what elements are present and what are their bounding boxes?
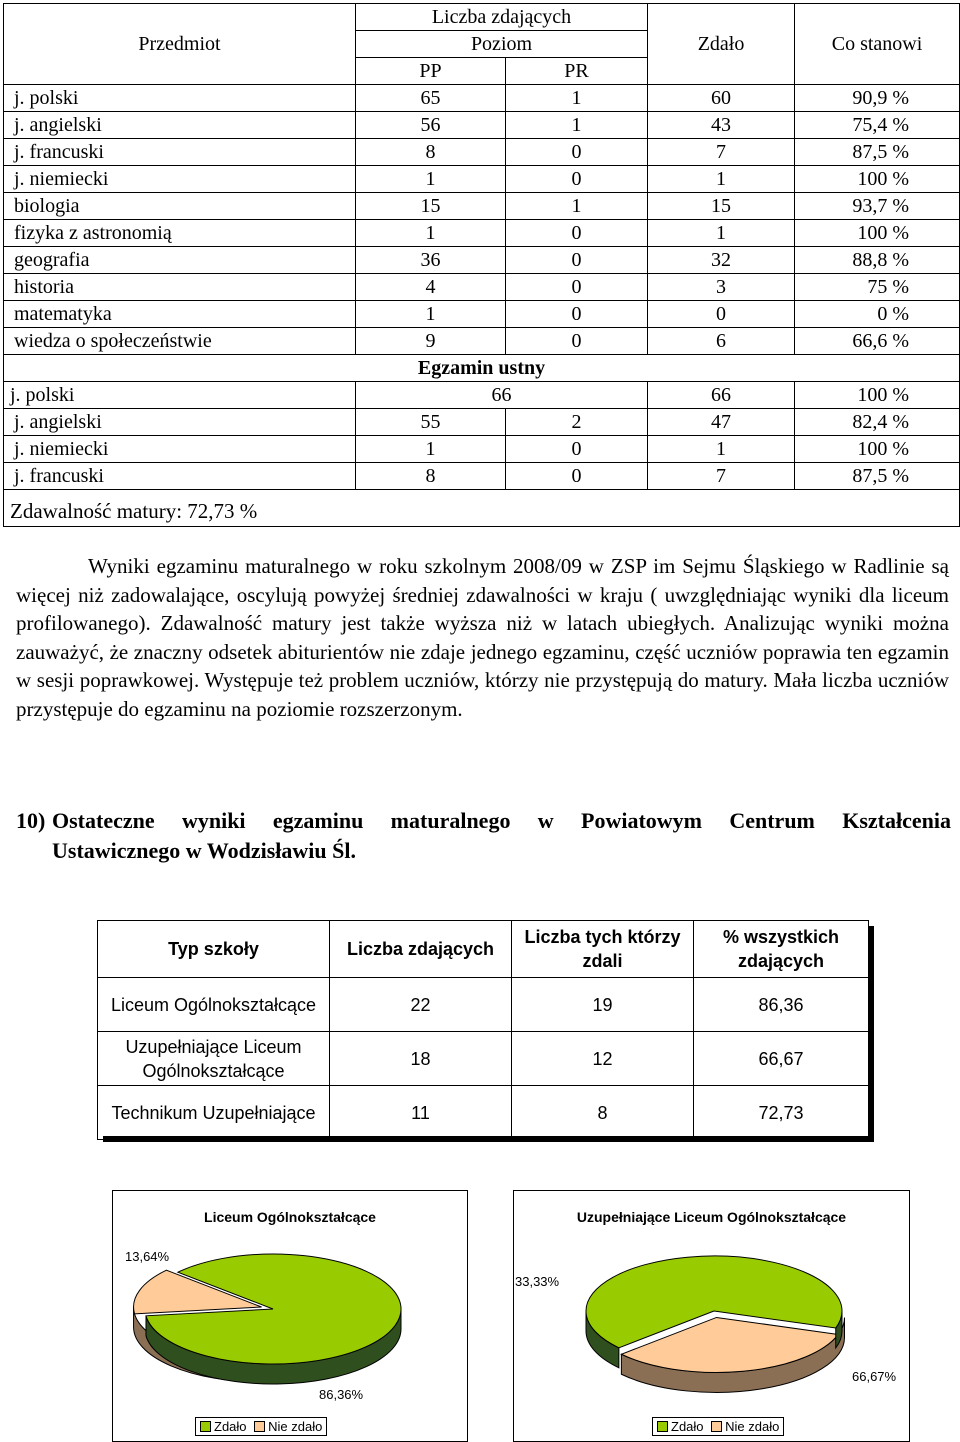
legend-swatch-pass bbox=[657, 1421, 668, 1432]
percent-cell: 75,4 % bbox=[795, 112, 960, 139]
table-row bbox=[98, 1032, 869, 1086]
pr-cell: 0 bbox=[506, 166, 648, 193]
table-row bbox=[4, 139, 960, 166]
oral-first-subject: j. polski bbox=[4, 382, 356, 409]
oral-first-count: 66 bbox=[356, 382, 648, 409]
table-row bbox=[4, 301, 960, 328]
column-header: Typ szkoły bbox=[98, 921, 330, 978]
value-cell: 22 bbox=[330, 978, 512, 1032]
subject-cell: matematyka bbox=[4, 301, 356, 328]
subject-cell: j. francuski bbox=[4, 463, 356, 490]
value-cell: 72,73 bbox=[694, 1086, 869, 1140]
passed-cell: 43 bbox=[648, 112, 795, 139]
passed-cell: 32 bbox=[648, 247, 795, 274]
header-pp: PP bbox=[356, 58, 506, 85]
table-row bbox=[4, 220, 960, 247]
pr-cell: 0 bbox=[506, 328, 648, 355]
percent-cell: 87,5 % bbox=[795, 139, 960, 166]
school-results-table bbox=[97, 920, 869, 1140]
passed-cell: 3 bbox=[648, 274, 795, 301]
pr-cell: 0 bbox=[506, 220, 648, 247]
section-title-line2: Ustawicznego w Wodzisławiu Śl. bbox=[52, 838, 356, 863]
results-paragraph: Wyniki egzaminu maturalnego w roku szkolnym 2008/09 w ZSP im Sejmu Śląskiego w Radlinie są więcej niż zadowalające, oscylują powyżej średniej zdawalności w kraju ( uwzględniając wyniki dla liceum profilowanego). Zdawalność matury jest także wyższa niż w latach ubiegłych. Analizując wyniki można zauważyć, że znaczny odsetek abiturientów nie zdaje jednego egzaminu, część uczniów poprawia ten egzamin w sesji poprawkowej. Występuje też problem uczniów, którzy nie przystępują do matury. Mała liczba uczniów przystępuje do egzaminu na poziomie rozszerzonym. bbox=[16, 554, 949, 721]
pie-label-fail: 33,33% bbox=[515, 1274, 560, 1289]
table-row bbox=[98, 978, 869, 1032]
subject-cell: historia bbox=[4, 274, 356, 301]
percent-cell: 90,9 % bbox=[795, 85, 960, 112]
percent-cell: 66,6 % bbox=[795, 328, 960, 355]
passed-cell: 1 bbox=[648, 436, 795, 463]
subject-cell: geografia bbox=[4, 247, 356, 274]
column-header: Liczba zdających bbox=[330, 921, 512, 978]
percent-cell: 75 % bbox=[795, 274, 960, 301]
subject-cell: j. angielski bbox=[4, 112, 356, 139]
column-header: Liczba tych którzy zdali bbox=[512, 921, 694, 978]
oral-exam-heading: Egzamin ustny bbox=[4, 355, 960, 382]
subject-cell: biologia bbox=[4, 193, 356, 220]
pr-cell: 0 bbox=[506, 463, 648, 490]
column-header: % wszystkich zdających bbox=[694, 921, 869, 978]
passed-cell: 6 bbox=[648, 328, 795, 355]
pr-cell: 0 bbox=[506, 139, 648, 166]
pr-cell: 1 bbox=[506, 112, 648, 139]
exam-results-table bbox=[3, 3, 960, 527]
value-cell: 18 bbox=[330, 1032, 512, 1086]
section-number: 10) bbox=[16, 808, 46, 833]
pp-cell: 8 bbox=[356, 139, 506, 166]
subject-cell: j. niemiecki bbox=[4, 436, 356, 463]
passed-cell: 60 bbox=[648, 85, 795, 112]
percent-cell: 88,8 % bbox=[795, 247, 960, 274]
legend-fail: Nie zdało bbox=[725, 1419, 780, 1434]
pie-chart-ulo bbox=[514, 1191, 909, 1441]
legend-swatch-fail bbox=[254, 1421, 265, 1432]
passed-cell: 15 bbox=[648, 193, 795, 220]
passed-cell: 0 bbox=[648, 301, 795, 328]
legend-pass: Zdało bbox=[671, 1419, 704, 1434]
value-cell: 8 bbox=[512, 1086, 694, 1140]
table-row bbox=[4, 274, 960, 301]
chart-lo bbox=[112, 1190, 468, 1442]
legend-fail: Nie zdało bbox=[268, 1419, 323, 1434]
pp-cell: 36 bbox=[356, 247, 506, 274]
table-row bbox=[98, 1086, 869, 1140]
passed-cell: 7 bbox=[648, 139, 795, 166]
pp-cell: 8 bbox=[356, 463, 506, 490]
school-type-cell: Uzupełniające Liceum Ogólnokształcące bbox=[98, 1032, 330, 1086]
section-heading bbox=[16, 806, 951, 866]
chart-title: Uzupełniające Liceum Ogólnokształcące bbox=[576, 1209, 847, 1225]
legend-swatch-fail bbox=[711, 1421, 722, 1432]
pp-cell: 1 bbox=[356, 220, 506, 247]
chart-ulo bbox=[513, 1190, 910, 1442]
passed-cell: 1 bbox=[648, 166, 795, 193]
percent-cell: 0 % bbox=[795, 301, 960, 328]
pie-chart-lo bbox=[113, 1191, 467, 1441]
pr-cell: 1 bbox=[506, 85, 648, 112]
percent-cell: 100 % bbox=[795, 220, 960, 247]
pp-cell: 15 bbox=[356, 193, 506, 220]
legend-pass: Zdało bbox=[214, 1419, 247, 1434]
table-row bbox=[4, 166, 960, 193]
header-pr: PR bbox=[506, 58, 648, 85]
pr-cell: 0 bbox=[506, 274, 648, 301]
value-cell: 66,67 bbox=[694, 1032, 869, 1086]
value-cell: 12 bbox=[512, 1032, 694, 1086]
passed-cell: 7 bbox=[648, 463, 795, 490]
table-row bbox=[4, 463, 960, 490]
value-cell: 86,36 bbox=[694, 978, 869, 1032]
pr-cell: 1 bbox=[506, 193, 648, 220]
school-type-cell: Liceum Ogólnokształcące bbox=[98, 978, 330, 1032]
percent-cell: 93,7 % bbox=[795, 193, 960, 220]
percent-cell: 100 % bbox=[795, 166, 960, 193]
value-cell: 11 bbox=[330, 1086, 512, 1140]
table-row bbox=[4, 328, 960, 355]
pp-cell: 55 bbox=[356, 409, 506, 436]
header-level: Poziom bbox=[356, 31, 648, 58]
pp-cell: 9 bbox=[356, 328, 506, 355]
pp-cell: 1 bbox=[356, 301, 506, 328]
oral-first-percent: 100 % bbox=[795, 382, 960, 409]
section-title-line1: Ostateczne wyniki egzaminu maturalnego w Powiatowym Centrum Kształcenia bbox=[52, 808, 951, 833]
legend-swatch-pass bbox=[200, 1421, 211, 1432]
pp-cell: 65 bbox=[356, 85, 506, 112]
subject-cell: j. polski bbox=[4, 85, 356, 112]
pie-label-pass: 66,67% bbox=[852, 1369, 897, 1384]
pass-rate: Zdawalność matury: 72,73 % bbox=[4, 490, 960, 527]
percent-cell: 87,5 % bbox=[795, 463, 960, 490]
pr-cell: 2 bbox=[506, 409, 648, 436]
pr-cell: 0 bbox=[506, 301, 648, 328]
chart-title: Liceum Ogólnokształcące bbox=[204, 1209, 376, 1225]
chart-legend bbox=[195, 1417, 327, 1436]
oral-first-passed: 66 bbox=[648, 382, 795, 409]
pp-cell: 1 bbox=[356, 166, 506, 193]
header-percent: Co stanowi bbox=[795, 4, 960, 85]
table-row bbox=[4, 436, 960, 463]
school-type-cell: Technikum Uzupełniające bbox=[98, 1086, 330, 1140]
percent-cell: 100 % bbox=[795, 436, 960, 463]
pie-slice-pass bbox=[146, 1254, 401, 1384]
table-row bbox=[4, 409, 960, 436]
table-row bbox=[4, 193, 960, 220]
passed-cell: 1 bbox=[648, 220, 795, 247]
pie-label-fail: 13,64% bbox=[125, 1249, 170, 1264]
table-row bbox=[4, 247, 960, 274]
subject-cell: fizyka z astronomią bbox=[4, 220, 356, 247]
pp-cell: 56 bbox=[356, 112, 506, 139]
subject-cell: j. angielski bbox=[4, 409, 356, 436]
pr-cell: 0 bbox=[506, 436, 648, 463]
pie-label-pass: 86,36% bbox=[319, 1387, 364, 1402]
percent-cell: 82,4 % bbox=[795, 409, 960, 436]
pp-cell: 1 bbox=[356, 436, 506, 463]
subject-cell: wiedza o społeczeństwie bbox=[4, 328, 356, 355]
header-subject: Przedmiot bbox=[4, 4, 356, 85]
header-students-count: Liczba zdających bbox=[356, 4, 648, 31]
value-cell: 19 bbox=[512, 978, 694, 1032]
subject-cell: j. francuski bbox=[4, 139, 356, 166]
subject-cell: j. niemiecki bbox=[4, 166, 356, 193]
table-row bbox=[4, 112, 960, 139]
passed-cell: 47 bbox=[648, 409, 795, 436]
table-row bbox=[4, 85, 960, 112]
header-passed: Zdało bbox=[648, 4, 795, 85]
pp-cell: 4 bbox=[356, 274, 506, 301]
chart-legend bbox=[652, 1417, 784, 1436]
pr-cell: 0 bbox=[506, 247, 648, 274]
